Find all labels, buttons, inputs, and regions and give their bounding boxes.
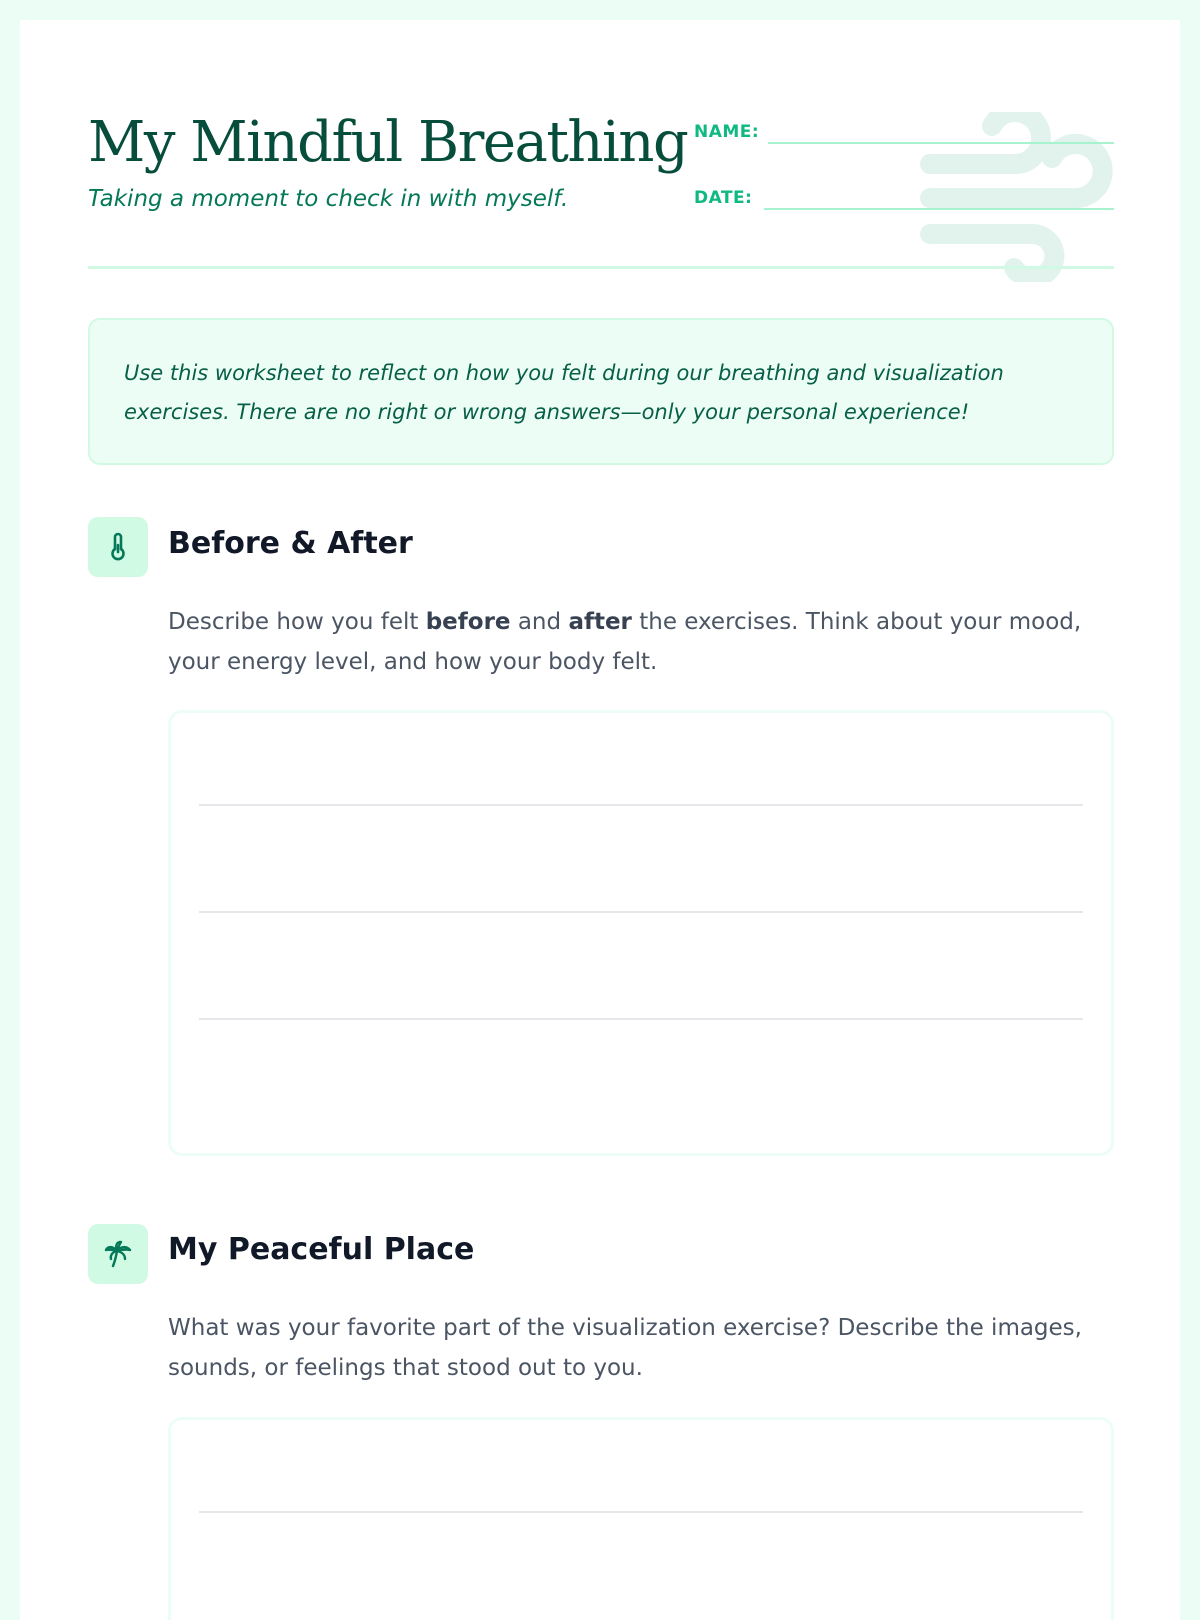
name-label: NAME: bbox=[694, 122, 760, 142]
section-icon-badge bbox=[88, 1224, 148, 1284]
date-field[interactable] bbox=[764, 208, 1114, 210]
writing-line bbox=[199, 911, 1083, 913]
wind-icon bbox=[920, 112, 1120, 282]
instructions-box bbox=[88, 318, 1114, 465]
desc-text: Describe how you felt bbox=[168, 609, 426, 635]
desc-emphasis-after: after bbox=[568, 609, 632, 635]
worksheet-header bbox=[88, 90, 1114, 270]
writing-line bbox=[199, 1018, 1083, 1020]
answer-box-peaceful-place[interactable] bbox=[168, 1417, 1114, 1620]
header-divider bbox=[88, 266, 1114, 269]
desc-text: the exercises. Think about your mood, your energy level, and how your body felt. bbox=[168, 609, 1082, 675]
date-label: DATE: bbox=[694, 188, 753, 208]
page-title: My Mindful Breathing bbox=[88, 110, 688, 175]
name-field[interactable] bbox=[768, 142, 1114, 144]
instructions-text: Use this worksheet to reflect on how you felt during our breathing and visualization exercises. There are no right or wrong answers—only your personal experience! bbox=[124, 361, 1004, 424]
writing-line bbox=[199, 1511, 1083, 1513]
thermometer-icon bbox=[103, 532, 133, 562]
section-icon-badge bbox=[88, 517, 148, 577]
palm-tree-icon bbox=[103, 1239, 133, 1269]
section-title-before-after: Before & After bbox=[168, 526, 413, 561]
desc-emphasis-before: before bbox=[425, 609, 511, 635]
page-subtitle: Taking a moment to check in with myself. bbox=[88, 186, 569, 212]
answer-box-before-after[interactable] bbox=[168, 710, 1114, 1156]
worksheet-page bbox=[20, 20, 1180, 1620]
section-description bbox=[168, 602, 1114, 682]
section-description: What was your favorite part of the visualization exercise? Describe the images, sounds, or feelings that stood out to you. bbox=[168, 1315, 1082, 1381]
section-title-peaceful-place: My Peaceful Place bbox=[168, 1232, 475, 1267]
writing-line bbox=[199, 804, 1083, 806]
desc-text: and bbox=[510, 609, 569, 635]
